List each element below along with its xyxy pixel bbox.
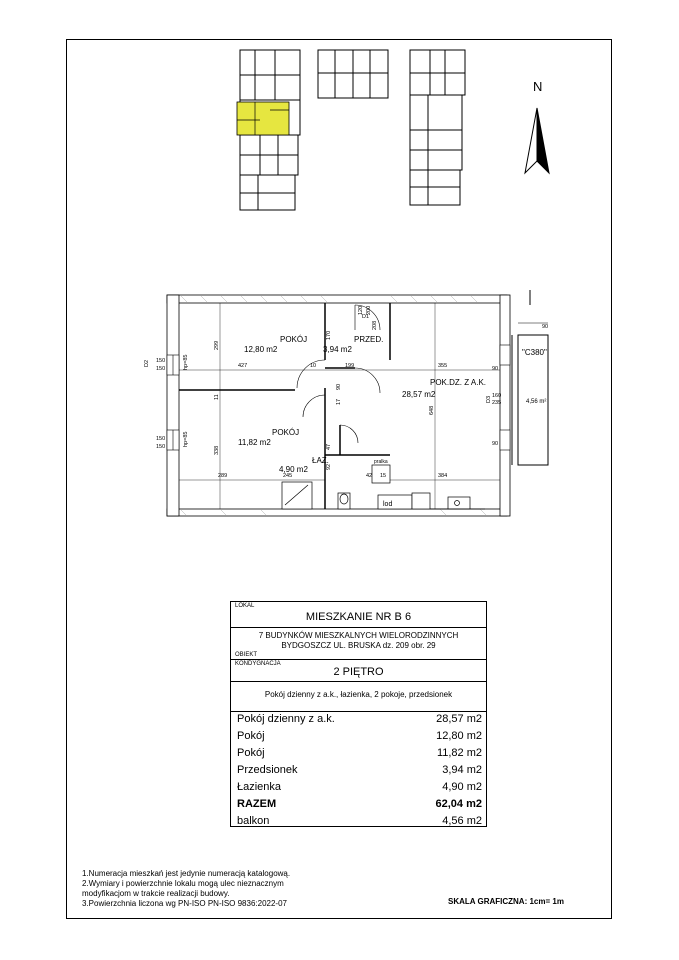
- total-row: RAZEM 62,04 m2: [237, 798, 482, 810]
- room-area-przed: 3,94 m2: [323, 345, 352, 354]
- window-height-b: hp=85: [183, 431, 189, 447]
- obiekt-line-2: BYDGOSZCZ UL. BRUSKA dz. 209 obr. 29: [281, 641, 436, 650]
- notes: [82, 869, 322, 909]
- room-label-pokoj-2: POKÓJ: [272, 428, 300, 437]
- fridge-label: lod: [383, 501, 393, 508]
- kondygnacja-row: [231, 660, 486, 682]
- dim-92: 92: [326, 463, 332, 470]
- dim-90-b: 90: [492, 441, 499, 447]
- door-d2: D2: [144, 359, 150, 367]
- dim-160: 160: [492, 393, 502, 399]
- balcony-label: "C380": [522, 348, 547, 357]
- room-row: Pokój 12,80 m2: [237, 730, 482, 742]
- door-d1: D1: [362, 314, 370, 320]
- dim-235: 235: [492, 400, 502, 406]
- description-row: [231, 682, 486, 712]
- obiekt-line-1: 7 BUDYNKÓW MIESZKALNYCH WIELORODZINNYCH: [258, 631, 459, 640]
- dim-150-a: 150: [156, 358, 166, 364]
- dim-150-b: 150: [156, 366, 166, 372]
- window-height-a: hp=85: [183, 354, 189, 370]
- room-row: Łazienka 4,90 m2: [237, 781, 482, 793]
- balcony-row: balkon 4,56 m2: [237, 815, 482, 827]
- apartment-info-table: [230, 601, 487, 827]
- room-label-przed: PRZED.: [354, 335, 384, 344]
- note-line: 3.Powierzchnia liczona wg PN-ISO PN-ISO 9836:2022-07: [82, 899, 287, 908]
- dim-200: 200: [366, 305, 372, 315]
- floor-value: 2 PIĘTRO: [333, 666, 384, 678]
- room-row: Pokój 11,82 m2: [237, 747, 482, 759]
- dim-11: 11: [214, 394, 220, 400]
- room-area-pokoj-dzienny: 28,57 m2: [402, 390, 436, 399]
- room-area-pokoj-2: 11,82 m2: [238, 438, 271, 447]
- dim-42: 42: [366, 473, 373, 479]
- dim-150-d: 150: [156, 444, 166, 450]
- dim-90-c: 90: [336, 383, 342, 390]
- balcony-area: 4,56 m²: [526, 399, 547, 405]
- dim-208: 208: [372, 320, 378, 330]
- room-area-pokoj-1: 12,80 m2: [244, 345, 278, 354]
- note-line: 1.Numeracja mieszkań jest jedynie numeracją katalogową.: [82, 869, 291, 878]
- dim-90-a: 90: [492, 366, 499, 372]
- dim-150-c: 150: [156, 436, 166, 442]
- room-row: Przedsionek 3,94 m2: [237, 764, 482, 776]
- key-plan: [230, 45, 470, 215]
- room-label-lazienka: ŁAZ.: [312, 456, 329, 465]
- room-area-lazienka: 4,90 m2: [279, 465, 308, 474]
- dim-120: 120: [358, 305, 364, 315]
- dim-355: 355: [438, 363, 448, 369]
- apartment-description: Pokój dzienny z a.k., łazienka, 2 pokoje, przedsionek: [264, 690, 453, 699]
- dim-289: 289: [218, 473, 228, 479]
- room-label-pokoj-1: POKÓJ: [280, 335, 308, 344]
- kondygnacja-label: KONDYGNACJA: [235, 661, 281, 667]
- dim-170: 170: [326, 330, 332, 340]
- dim-427: 427: [238, 363, 248, 369]
- door-d3: D3: [486, 395, 492, 403]
- lokal-label: LOKAL: [235, 603, 255, 609]
- obiekt-label: OBIEKT: [235, 652, 258, 658]
- highlighted-apartment: [237, 102, 289, 135]
- dim-47: 47: [326, 443, 332, 450]
- cabinet-label: pralka: [374, 459, 388, 465]
- note-line: modyfikacjom w trakcie realizacji budowy.: [82, 889, 230, 898]
- obiekt-row: [231, 628, 486, 660]
- dim-17: 17: [336, 398, 342, 405]
- room-row: Pokój dzienny z a.k. 28,57 m2: [237, 713, 482, 725]
- room-label-pokoj-dzienny: POK.DZ. Z A.K.: [430, 378, 487, 387]
- scale-label: SKALA GRAFICZNA: 1cm= 1m: [448, 897, 564, 906]
- dim-299: 299: [214, 340, 220, 350]
- dim-10: 10: [310, 363, 317, 369]
- north-arrow-icon: [515, 103, 555, 183]
- lokal-row: [231, 602, 486, 628]
- apartment-title: MIESZKANIE NR B 6: [305, 611, 412, 623]
- north-label: N: [533, 79, 543, 94]
- note-line: 2.Wymiary i powierzchnie lokalu mogą ulec nieznacznym: [82, 879, 284, 888]
- dim-15: 15: [380, 473, 387, 479]
- dim-199: 199: [345, 363, 355, 369]
- floor-plan: [140, 285, 570, 525]
- dim-245: 245: [283, 473, 293, 479]
- balcony-width: 90: [542, 324, 549, 330]
- dim-648: 648: [429, 405, 435, 415]
- dim-338: 338: [214, 445, 220, 455]
- dim-384: 384: [438, 473, 448, 479]
